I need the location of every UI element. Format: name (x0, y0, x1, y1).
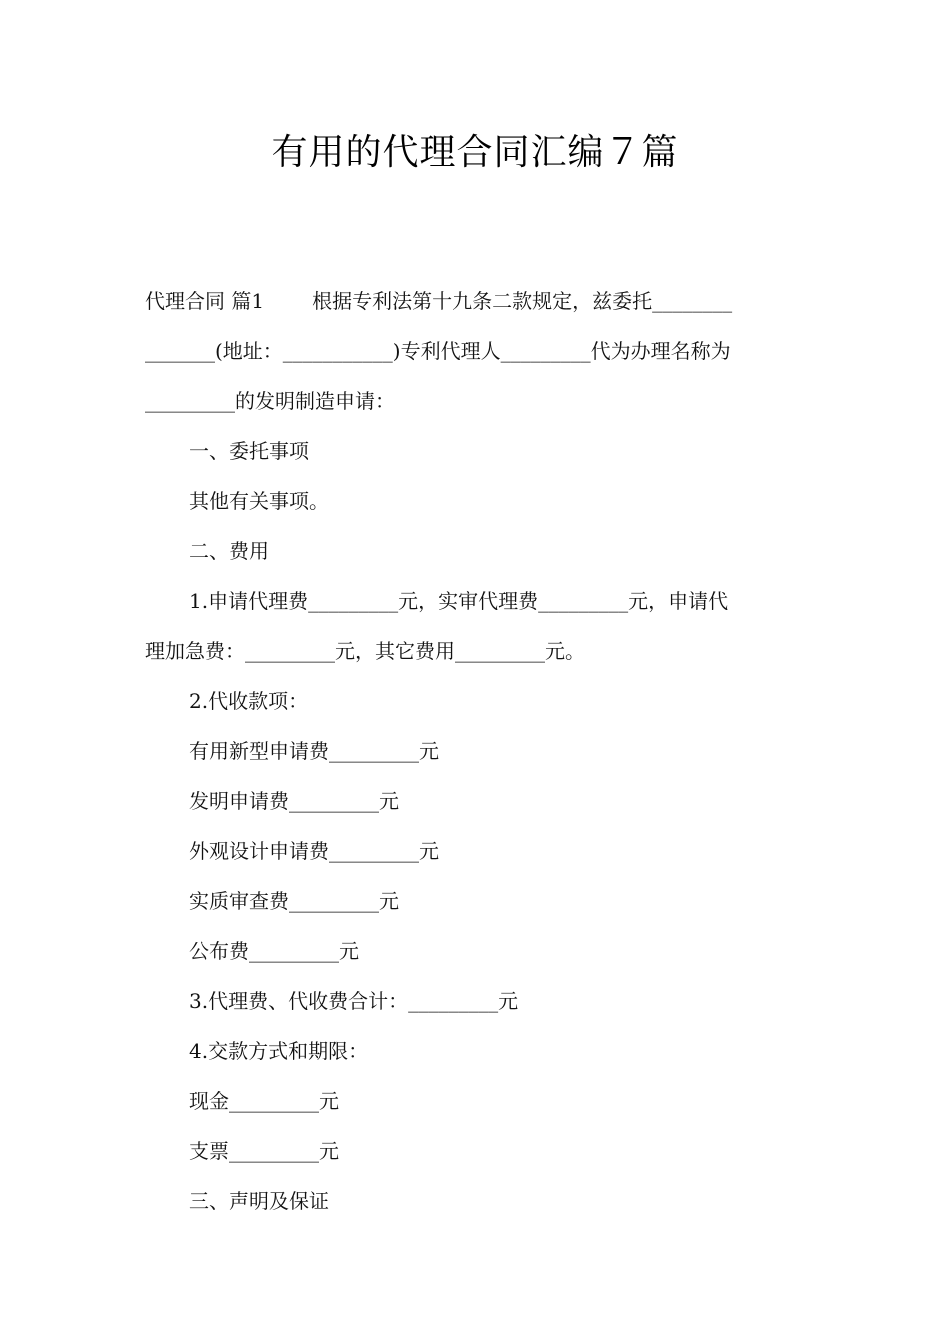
document-title: 有用的代理合同汇编７篇 (271, 132, 679, 173)
fee-item-invention: 发明申请费_________元 (189, 789, 399, 813)
fee-agency-line-1: 1.申请代理费_________元，实审代理费_________元，申请代 (189, 589, 729, 613)
payment-check: 支票_________元 (189, 1139, 339, 1163)
fee-item-publication: 公布费_________元 (189, 939, 359, 963)
section-entrust-heading: 一、委托事项 (189, 439, 309, 463)
fee-item-substantive-exam: 实质审查费_________元 (189, 889, 399, 913)
fee-item-design: 外观设计申请费_________元 (189, 839, 439, 863)
section-fees-heading: 二、费用 (189, 539, 269, 563)
fee-collected-heading: 2.代收款项： (189, 689, 309, 713)
intro-line-1 (145, 276, 807, 326)
intro-line-2: _______(地址：___________)专利代理人_________代为办理名称为 (145, 339, 731, 363)
fee-total: 3.代理费、代收费合计：_________元 (189, 989, 519, 1013)
payment-cash: 现金_________元 (189, 1089, 339, 1113)
section-declare-heading: 三、声明及保证 (189, 1189, 329, 1213)
fee-item-utility-model: 有用新型申请费_________元 (189, 739, 439, 763)
intro-line-3: _________的发明制造申请： (145, 389, 395, 413)
intro-heading: 代理合同 篇1 (145, 289, 265, 313)
payment-method-heading: 4.交款方式和期限： (189, 1039, 369, 1063)
entrust-other-matters: 其他有关事项。 (189, 489, 329, 513)
document-body (145, 276, 807, 1226)
intro-text-1: 根据专利法第十九条二款规定，兹委托________ (312, 289, 733, 313)
fee-agency-line-2: 理加急费：_________元，其它费用_________元。 (145, 639, 585, 663)
